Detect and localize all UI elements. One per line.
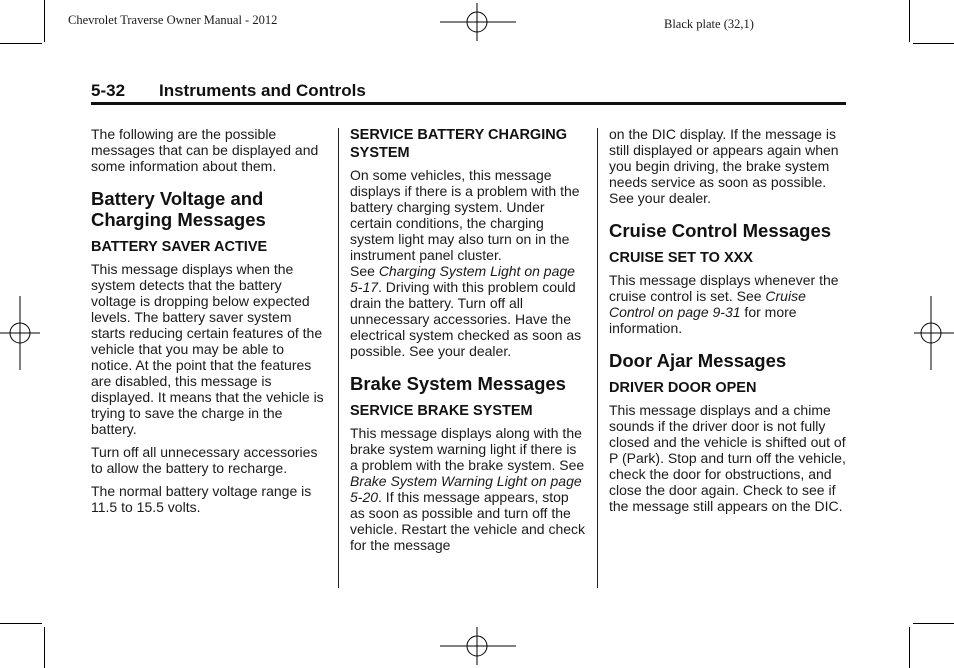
paragraph-charging-system: On some vehicles, this message displays if there is a problem with the battery charging system. Under certain conditions, the charging system light may also turn on in the instrument panel cluster. See Charging System Light on page 5-17. Driving with this problem could drain the battery. Turn off all unnecessary accessories. Have the electrical system checked as soon as possible. See your dealer. bbox=[350, 167, 582, 359]
intro-paragraph: The following are the possible messages that can be displayed and some information about them. bbox=[91, 126, 319, 174]
column-1 bbox=[91, 126, 327, 522]
crop-mark bbox=[909, 0, 910, 42]
heading-battery-voltage: Battery Voltage and Charging Messages bbox=[91, 188, 266, 230]
subheading-service-brake: SERVICE BRAKE SYSTEM bbox=[350, 403, 533, 419]
column-divider bbox=[338, 128, 339, 588]
running-header-right: Black plate (32,1) bbox=[664, 17, 754, 31]
heading-brake-system: Brake System Messages bbox=[350, 373, 566, 394]
running-header-left: Chevrolet Traverse Owner Manual - 2012 bbox=[68, 13, 278, 27]
subheading-charging-system: SERVICE BATTERY CHARGING SYSTEM bbox=[350, 127, 567, 161]
registration-mark-icon bbox=[440, 3, 516, 41]
column-3 bbox=[609, 126, 846, 521]
subheading-cruise-set: CRUISE SET TO XXX bbox=[609, 250, 753, 266]
section-title: Instruments and Controls bbox=[159, 81, 366, 100]
header-rule bbox=[91, 102, 846, 105]
crop-mark bbox=[0, 43, 42, 44]
subheading-battery-saver: BATTERY SAVER ACTIVE bbox=[91, 239, 268, 255]
registration-mark-icon bbox=[440, 627, 516, 665]
cross-reference-link: Cruise Control on page 9-31 bbox=[609, 288, 806, 320]
crop-mark bbox=[0, 623, 42, 624]
cross-reference-link: Brake System Warning Light on page 5-20 bbox=[350, 473, 582, 505]
column-divider bbox=[597, 128, 598, 588]
paragraph-battery-saver: This message displays when the system detects that the battery voltage is dropping below expected levels. The battery saver system starts reducing certain features of the vehicle that you may be able to notice. At the point that the features are disabled, this message is displayed. It means that the vehicle is trying to save the charge in the battery. bbox=[91, 261, 324, 437]
paragraph-service-brake: This message displays along with the brake system warning light if there is a problem with the brake system. See Brake System Warning Light on page 5-20. If this message appears, stop as soon as possible and turn off the vehicle. Restart the vehicle and check for the message bbox=[350, 425, 586, 553]
crop-mark bbox=[44, 0, 45, 42]
crop-mark bbox=[913, 623, 954, 624]
page-header bbox=[91, 81, 846, 101]
crop-mark bbox=[913, 43, 954, 44]
cross-reference-link: Charging System Light on page 5-17 bbox=[350, 263, 575, 295]
paragraph-driver-door: This message displays and a chime sounds if the driver door is not fully closed and the vehicle is shifted out of P (Park). Stop and turn off the vehicle, check the door for obstructions, and close the door again. Check to see if the message still appears on the DIC. bbox=[609, 402, 846, 514]
registration-mark-icon bbox=[0, 296, 40, 370]
registration-mark-icon bbox=[914, 296, 954, 370]
crop-mark bbox=[44, 627, 45, 668]
column-2 bbox=[350, 126, 586, 560]
paragraph-cruise-set: This message displays whenever the cruise control is set. See Cruise Control on page 9-31 for more information. bbox=[609, 272, 839, 336]
page-number: 5-32 bbox=[91, 81, 126, 100]
crop-mark bbox=[909, 627, 910, 668]
paragraph-turn-off: Turn off all unnecessary accessories to allow the battery to recharge. bbox=[91, 444, 318, 476]
paragraph-voltage-range: The normal battery voltage range is 11.5 to 15.5 volts. bbox=[91, 483, 312, 515]
heading-door-ajar: Door Ajar Messages bbox=[609, 350, 787, 371]
subheading-driver-door: DRIVER DOOR OPEN bbox=[609, 380, 757, 396]
paragraph-continued: on the DIC display. If the message is still displayed or appears again when you begin driving, the brake system needs service as soon as possible. See your dealer. bbox=[609, 126, 839, 206]
heading-cruise-control: Cruise Control Messages bbox=[609, 220, 832, 241]
